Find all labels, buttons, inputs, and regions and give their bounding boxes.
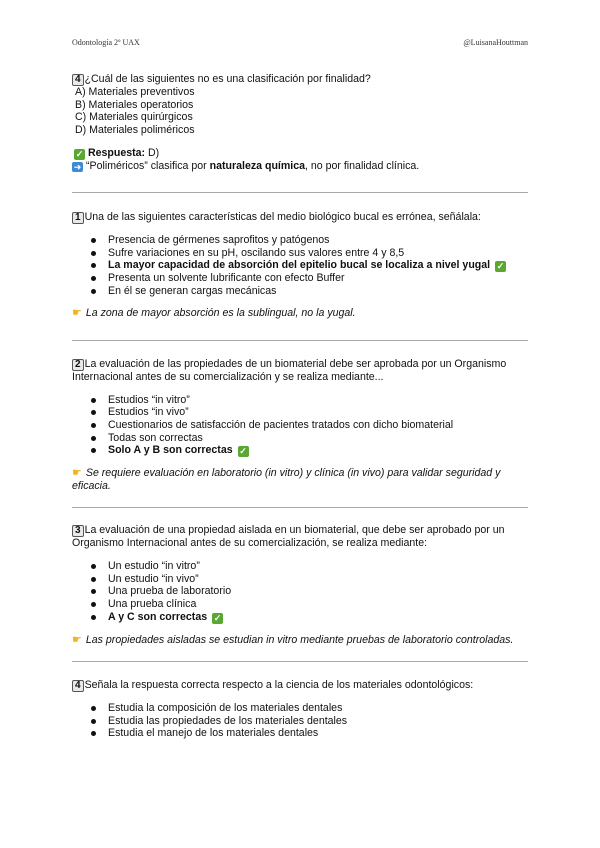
answer-explanation — [72, 160, 528, 173]
option-item: D) Materiales poliméricos — [75, 123, 195, 136]
option-text: Estudios “in vitro” — [108, 393, 190, 406]
option-text: A y C son correctas — [108, 610, 208, 623]
question-text: La evaluación de una propiedad aislada en un biomaterial, que debe ser aprobado por un Organismo Internacional antes de su comercialización, se realiza mediante: — [72, 524, 505, 550]
option-text: Estudia el manejo de los materiales dentales — [108, 727, 319, 740]
options-list — [72, 560, 528, 623]
question-number-badge: 1 — [72, 212, 84, 224]
header-left: Odontología 2º UAX — [72, 38, 140, 47]
option-item: B) Materiales operatorios — [75, 98, 194, 111]
note-text: Se requiere evaluación en laboratorio (in vitro) y clínica (in vivo) para validar seguridad y eficacia. — [72, 467, 501, 492]
pointing-hand-icon: ☛ — [72, 467, 82, 480]
option-text: Estudia las propiedades de los materiales dentales — [108, 714, 348, 727]
option-text: Todas son correctas — [108, 431, 203, 444]
question-top — [72, 73, 528, 86]
question-3 — [72, 524, 528, 550]
option-item-correct — [72, 259, 528, 272]
options-list — [72, 86, 528, 136]
options-list — [72, 394, 528, 457]
document-body — [72, 73, 528, 740]
check-icon: ✓ — [75, 149, 84, 159]
option-item — [72, 573, 528, 586]
option-text: Sufre variaciones en su pH, oscilando sus valores entre 4 y 8,5 — [108, 246, 405, 259]
option-item: A) Materiales preventivos — [75, 86, 195, 98]
explanation-bold: naturaleza química — [209, 160, 305, 172]
option-item — [72, 234, 528, 247]
check-icon: ✓ — [239, 446, 247, 457]
option-item — [72, 272, 528, 285]
option-text: Estudia la composición de los materiales dentales — [108, 702, 343, 715]
option-item — [72, 406, 528, 419]
option-item — [72, 715, 528, 728]
option-item — [72, 285, 528, 298]
arrow-right-icon: ➜ — [73, 162, 82, 172]
options-list — [72, 234, 528, 297]
pointing-hand-icon: ☛ — [72, 307, 82, 320]
option-text: En él se generan cargas mecánicas — [108, 284, 277, 297]
option-text: Cuestionarios de satisfacción de pacientes tratados con dicho biomaterial — [108, 419, 454, 432]
question-number-badge: 4 — [72, 74, 84, 86]
question-4 — [72, 679, 528, 692]
option-item — [72, 394, 528, 407]
option-item — [72, 598, 528, 611]
option-item: C) Materiales quirúrgicos — [75, 111, 193, 123]
header-right: @LuisanaHouttman — [463, 38, 528, 47]
option-text: Presencia de gérmenes saprofitos y patógenos — [108, 234, 330, 246]
question-text: La evaluación de las propiedades de un biomaterial debe ser aprobada por un Organismo Internacional antes de su comercialización y se realiza mediante... — [72, 357, 507, 383]
question-2 — [72, 358, 528, 384]
question-number-badge: 3 — [72, 525, 84, 537]
answer-line — [72, 147, 528, 160]
divider — [72, 507, 528, 508]
explanation-note — [72, 307, 528, 320]
explanation-text: “Poliméricos” clasifica por — [86, 160, 210, 172]
note-text: La zona de mayor absorción es la sublingual, no la yugal. — [85, 307, 356, 320]
explanation-note — [72, 467, 528, 492]
option-text: Estudios “in vivo” — [108, 406, 189, 419]
option-item — [72, 702, 528, 715]
question-text: ¿Cuál de las siguientes no es una clasificación por finalidad? — [84, 73, 371, 85]
option-item — [72, 432, 528, 445]
divider — [72, 340, 528, 341]
option-item-correct — [72, 611, 528, 624]
question-1 — [72, 211, 528, 224]
option-item-correct — [72, 444, 528, 457]
note-text: Las propiedades aisladas se estudian in vitro mediante pruebas de laboratorio controladas. — [85, 633, 514, 646]
divider — [72, 192, 528, 193]
check-icon: ✓ — [496, 261, 505, 272]
option-item — [72, 247, 528, 260]
option-text: Una prueba de laboratorio — [108, 585, 232, 598]
question-number-badge: 2 — [72, 359, 84, 371]
option-text: Presenta un solvente lubrificante con efecto Buffer — [108, 272, 345, 285]
option-text: Un estudio “in vitro” — [108, 560, 200, 573]
pointing-hand-icon: ☛ — [72, 633, 82, 646]
question-text: Señala la respuesta correcta respecto a la ciencia de los materiales odontológicos: — [84, 679, 474, 692]
option-item — [72, 585, 528, 598]
explanation-text-end: , no por finalidad clínica. — [305, 160, 420, 172]
option-text: Una prueba clínica — [108, 598, 197, 611]
divider — [72, 661, 528, 662]
option-text: La mayor capacidad de absorción del epitelio bucal se localiza a nivel yugal — [108, 259, 491, 272]
option-text: Solo A y B son correctas — [108, 444, 233, 457]
check-icon: ✓ — [213, 612, 222, 623]
option-text: Un estudio “in vivo” — [108, 572, 199, 585]
explanation-note — [72, 634, 528, 647]
option-item — [72, 419, 528, 432]
option-item — [72, 727, 528, 740]
answer-label: Respuesta: — [87, 147, 146, 159]
question-number-badge: 4 — [72, 680, 84, 692]
option-item — [72, 560, 528, 573]
question-text: Una de las siguientes características del medio biológico bucal es errónea, señálala: — [84, 211, 481, 223]
answer-value: D) — [148, 147, 160, 159]
options-list — [72, 702, 528, 740]
